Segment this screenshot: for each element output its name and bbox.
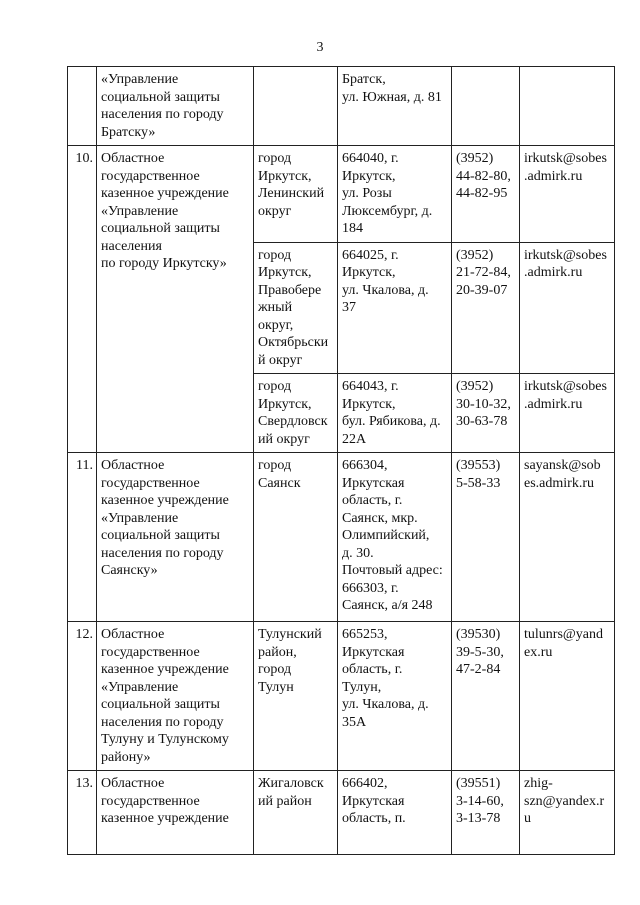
phone: (39551) 3-14-60, 3-13-78 [452,771,520,855]
institution-name: Областное государственное казенное учреждение [97,771,254,855]
table-row [68,453,615,622]
page-number: 3 [316,40,324,55]
territory: Тулунский район, город Тулун [254,622,338,771]
address: 665253, Иркутская область, г. Тулун, ул. Чкалова, д. 35А [338,622,452,771]
territory: Жигаловск ий район [254,771,338,855]
email: irkutsk@sobes .admirk.ru [520,146,615,243]
phone: (3952) 44-82-80, 44-82-95 [452,146,520,243]
address: 664043, г. Иркутск, бул. Рябикова, д. 22А [338,374,452,453]
table-row [68,146,615,243]
row-number [68,67,97,146]
address: 666402, Иркутская область, п. [338,771,452,855]
institution-name: Областное государственное казенное учреждение «Управление социальной защиты населения по городу Иркутску» [97,146,254,453]
table-row [68,67,615,146]
phone: (39530) 39-5-30, 47-2-84 [452,622,520,771]
phone [452,67,520,146]
row-number: 12. [68,622,97,771]
territory: город Иркутск, Свердловск ий округ [254,374,338,453]
institution-name: «Управление социальной защиты населения по городу Братску» [97,67,254,146]
phone: (39553) 5-58-33 [452,453,520,622]
phone: (3952) 30-10-32, 30-63-78 [452,374,520,453]
email: irkutsk@sobes .admirk.ru [520,242,615,374]
email: zhig- szn@yandex.r u [520,771,615,855]
email [520,67,615,146]
address: 664025, г. Иркутск, ул. Чкалова, д. 37 [338,242,452,374]
table-row [68,622,615,771]
row-number: 10. [68,146,97,453]
email: tulunrs@yand ex.ru [520,622,615,771]
territory [254,67,338,146]
territory: город Иркутск, Правобере жный округ, Октябрьски й округ [254,242,338,374]
address: 664040, г. Иркутск, ул. Розы Люксембург, д. 184 [338,146,452,243]
row-number: 11. [68,453,97,622]
address: Братск, ул. Южная, д. 81 [338,67,452,146]
institution-name: Областное государственное казенное учреждение «Управление социальной защиты населения по городу Тулуну и Тулунскому району» [97,622,254,771]
institution-name: Областное государственное казенное учреждение «Управление социальной защиты населения по городу Саянску» [97,453,254,622]
table-row [68,771,615,855]
phone: (3952) 21-72-84, 20-39-07 [452,242,520,374]
address: 666304, Иркутская область, г. Саянск, мкр. Олимпийский, д. 30. Почтовый адрес: 666303, г. Саянск, а/я 248 [338,453,452,622]
territory: город Иркутск, Ленинский округ [254,146,338,243]
email: irkutsk@sobes .admirk.ru [520,374,615,453]
territory: город Саянск [254,453,338,622]
email: sayansk@sob es.admirk.ru [520,453,615,622]
institutions-table [67,66,615,855]
row-number: 13. [68,771,97,855]
